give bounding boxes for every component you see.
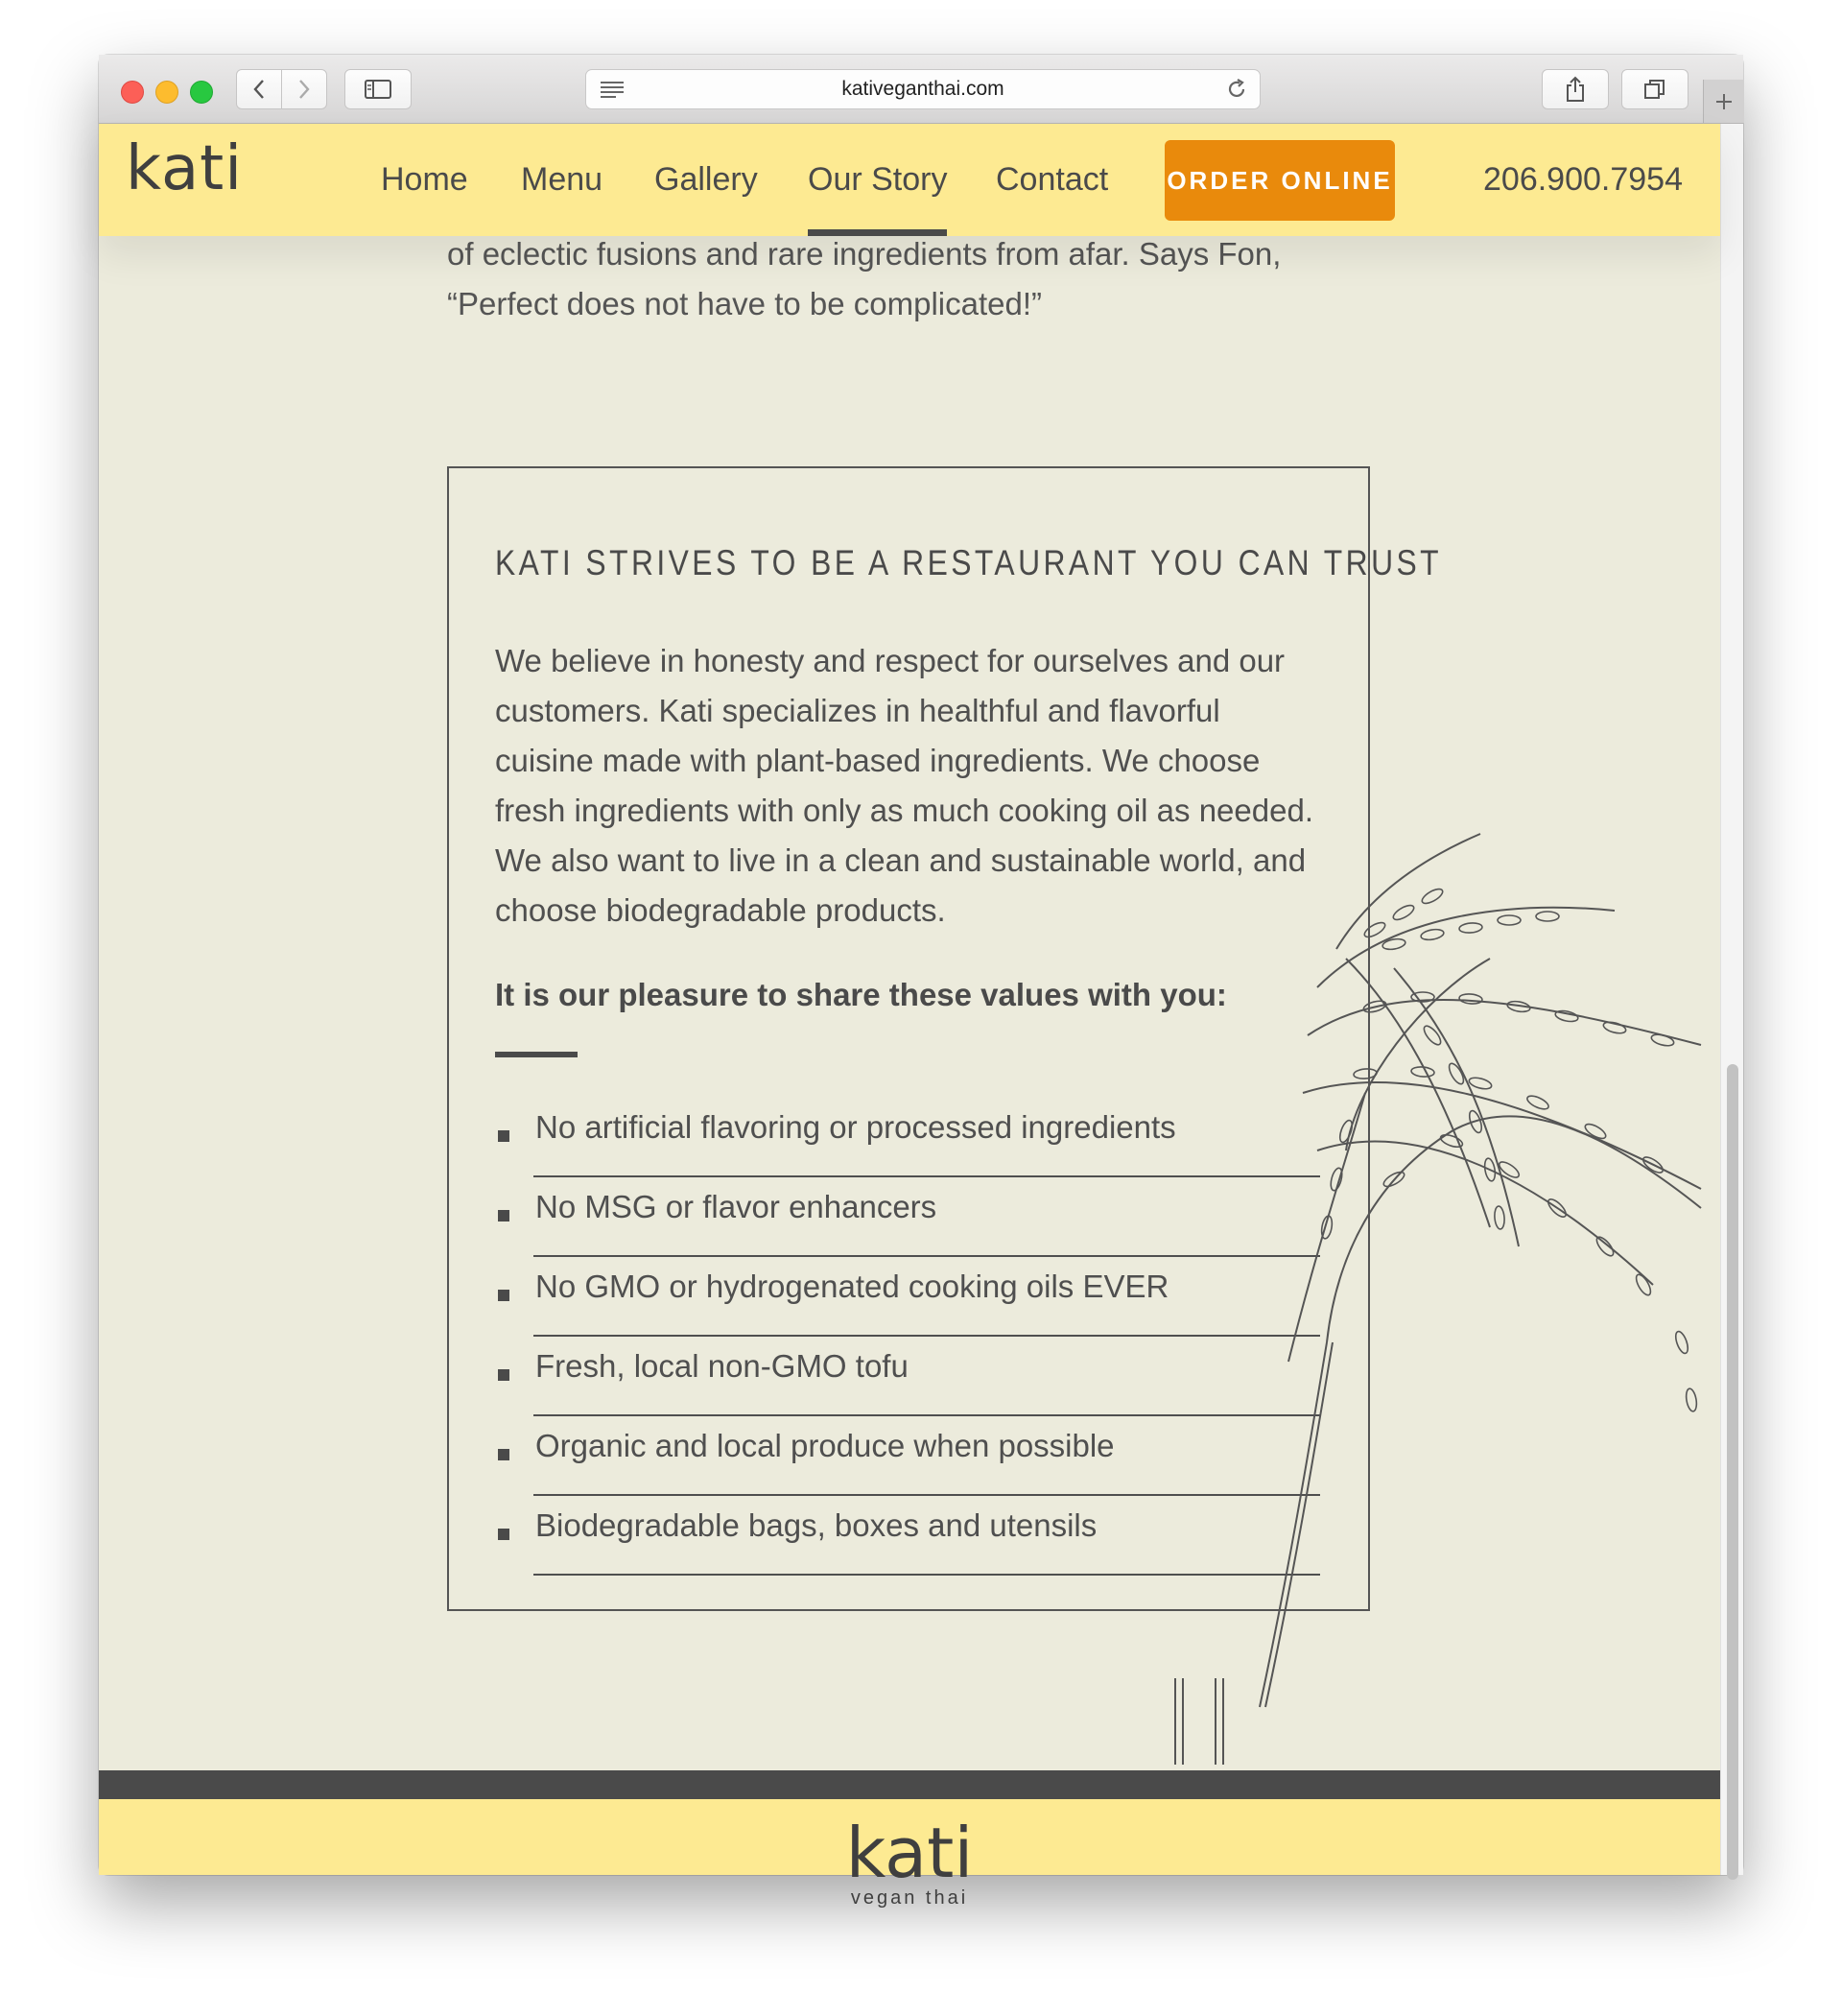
address-bar[interactable] bbox=[585, 69, 1261, 109]
page-viewport bbox=[99, 124, 1720, 1909]
page-scrollbar[interactable] bbox=[1720, 124, 1743, 1875]
browser-window bbox=[99, 55, 1743, 1909]
chevron-left-icon bbox=[252, 79, 266, 100]
nav-menu[interactable]: Menu bbox=[521, 161, 603, 198]
footer-logo[interactable]: kati bbox=[845, 1813, 974, 1893]
scrollbar-thumb[interactable] bbox=[1727, 1064, 1738, 1880]
list-item bbox=[495, 1416, 1320, 1496]
plus-icon bbox=[1714, 92, 1734, 111]
minimize-window-button[interactable] bbox=[155, 81, 178, 104]
list-item-text: Biodegradable bags, boxes and utensils bbox=[535, 1507, 1098, 1543]
zoom-window-button[interactable] bbox=[190, 81, 213, 104]
nav-contact[interactable]: Contact bbox=[996, 161, 1109, 198]
close-window-button[interactable] bbox=[121, 81, 144, 104]
sidebar-toggle-button[interactable] bbox=[344, 69, 412, 109]
url-text: kativeganthai.com bbox=[841, 78, 1004, 100]
chevron-right-icon bbox=[297, 79, 311, 100]
bullet-icon bbox=[498, 1290, 509, 1301]
browser-toolbar bbox=[99, 55, 1743, 124]
nav-home[interactable]: Home bbox=[381, 161, 468, 198]
site-logo[interactable]: kati bbox=[126, 133, 244, 204]
share-icon bbox=[1565, 76, 1586, 103]
bullet-icon bbox=[498, 1529, 509, 1540]
intro-line-1: of eclectic fusions and rare ingredients from afar. Says Fon, bbox=[447, 236, 1282, 272]
forward-button[interactable] bbox=[281, 69, 327, 109]
phone-number[interactable]: 206.900.7954 bbox=[1483, 161, 1683, 198]
list-item-text: Fresh, local non-GMO tofu bbox=[535, 1348, 909, 1384]
intro-paragraph bbox=[447, 229, 1311, 329]
rice-stalk-illustration bbox=[1202, 843, 1720, 1707]
list-item-text: No GMO or hydrogenated cooking oils EVER bbox=[535, 1269, 1169, 1304]
nav-gallery[interactable]: Gallery bbox=[654, 161, 758, 198]
list-item-text: Organic and local produce when possible bbox=[535, 1428, 1115, 1463]
list-item bbox=[495, 1496, 1320, 1576]
reload-icon[interactable] bbox=[1225, 78, 1248, 101]
divider bbox=[495, 1052, 578, 1057]
site-header bbox=[99, 124, 1720, 236]
bullet-icon bbox=[498, 1449, 509, 1460]
list-item bbox=[495, 1337, 1320, 1416]
nav-our-story[interactable]: Our Story bbox=[808, 124, 947, 236]
list-item bbox=[495, 1177, 1320, 1257]
list-item bbox=[495, 1257, 1320, 1337]
footer-divider-band bbox=[99, 1770, 1720, 1799]
intro-line-2: “Perfect does not have to be complicated!” bbox=[447, 286, 1043, 321]
tab-overview-button[interactable] bbox=[1621, 69, 1688, 109]
bullet-icon bbox=[498, 1130, 509, 1142]
bullet-icon bbox=[498, 1369, 509, 1381]
list-item-text: No artificial flavoring or processed ingredients bbox=[535, 1109, 1176, 1145]
site-footer bbox=[99, 1799, 1720, 1909]
values-box-title: KATI STRIVES TO BE A RESTAURANT YOU CAN TRUST bbox=[495, 543, 1443, 582]
order-online-button[interactable]: ORDER ONLINE bbox=[1165, 140, 1395, 221]
share-button[interactable] bbox=[1542, 69, 1609, 109]
values-box-lead: It is our pleasure to share these values with you: bbox=[495, 977, 1227, 1012]
new-tab-button[interactable] bbox=[1703, 80, 1744, 123]
sidebar-icon bbox=[365, 80, 391, 99]
values-list bbox=[495, 1098, 1320, 1576]
footer-tagline: vegan thai bbox=[850, 1887, 969, 1909]
values-box-paragraph: We believe in honesty and respect for ourselves and our customers. Kati specializes in healthful and flavorful cuisine made with plant-based ingredients. We choose fresh ingredients with only as much cooking oil as needed. We also want to live in a clean and sustainable world, and choose biodegradable products. bbox=[495, 643, 1313, 928]
bullet-icon bbox=[498, 1210, 509, 1221]
tab-overview-icon bbox=[1643, 78, 1666, 101]
list-item-text: No MSG or flavor enhancers bbox=[535, 1189, 937, 1224]
back-button[interactable] bbox=[236, 69, 282, 109]
list-item bbox=[495, 1098, 1320, 1177]
